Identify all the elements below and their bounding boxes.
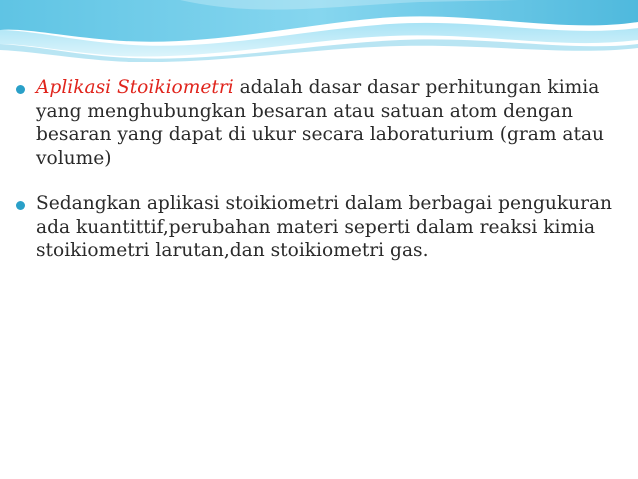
header-wave-band: [0, 0, 638, 62]
bullet-dot-icon: [16, 201, 25, 210]
highlight-term: Aplikasi Stoikiometri: [36, 77, 234, 98]
bullet-item-2: [14, 192, 624, 263]
bullet-text: adalah dasar dasar perhitungan kimia yang menghubungkan besaran atau satuan atom dengan besaran yang dapat di ukur secara laboraturium (gram atau volume): [36, 77, 605, 169]
bullet-text: Sedangkan aplikasi stoikiometri dalam berbagai pengukuran ada kuantittif,perubahan materi seperti dalam reaksi kimia stoikiometri larutan,dan stoikiometri gas.: [36, 193, 613, 261]
bullet-dot-icon: [16, 85, 25, 94]
slide-content: [14, 76, 624, 285]
bullet-item-1: [14, 76, 624, 170]
header-wave-graphic: [0, 0, 638, 62]
